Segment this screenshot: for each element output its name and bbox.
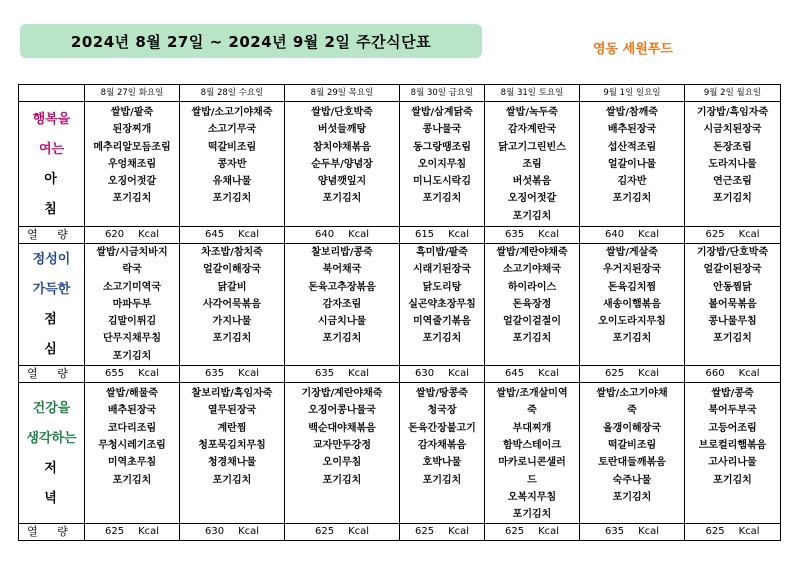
kcal-value: 635 (604, 526, 625, 538)
menu-item: 포기김치 (112, 474, 152, 486)
day-header: 8월 29일 목요일 (285, 85, 400, 102)
menu-item: 교자만두강정 (313, 439, 371, 451)
menu-item: 올갱이해장국 (603, 422, 661, 434)
menu-item: 소고기미역국 (103, 281, 161, 293)
kcal-unit: Kcal (738, 368, 760, 380)
menu-item: 콩자반 (217, 158, 247, 170)
corner-cell (19, 85, 85, 102)
kcal-cell (85, 227, 180, 244)
menu-item: 오이도라지무침 (598, 316, 666, 328)
menu-item: 버섯볶음 (512, 176, 552, 188)
kcal-unit: Kcal (738, 526, 760, 538)
kcal-value: 625 (604, 368, 625, 380)
menu-item: 쌀밥/단호박죽 (311, 107, 373, 118)
kcal-unit: Kcal (348, 526, 370, 538)
menu-item: 북어두부국 (708, 405, 757, 417)
kcal-value: 655 (104, 368, 125, 380)
menu-item: 마카로니콘샐러 (498, 457, 566, 469)
kcal-value: 625 (504, 526, 525, 538)
menu-item: 소고기무국 (207, 124, 257, 136)
menu-item: 얼갈이된장국 (703, 264, 762, 276)
menu-item: 떡갈비조림 (607, 439, 657, 451)
menu-item: 떡갈비조림 (207, 141, 257, 153)
kcal-value: 640 (604, 229, 625, 240)
menu-item: 양념깻잎지 (317, 176, 367, 188)
kcal-cell (685, 524, 781, 541)
kcal-cell (580, 524, 685, 541)
kcal-cell (85, 524, 180, 541)
menu-item: 돈육고추장볶음 (308, 281, 376, 293)
menu-item: 안동찜닭 (713, 281, 752, 293)
dinner-row (19, 383, 781, 524)
breakfast-label-line: 행복을 (32, 112, 71, 127)
menu-item: 쌀밥/소고기야채죽 (191, 107, 273, 118)
kcal-cell (580, 366, 685, 383)
menu-item: 청국장 (427, 405, 457, 417)
menu-item: 포기김치 (713, 333, 752, 345)
menu-item: 토란대들깨볶음 (598, 457, 666, 469)
menu-item: 죽 (527, 405, 537, 417)
menu-item: 포기김치 (422, 474, 462, 486)
breakfast-label-line: 아 침 (44, 172, 67, 217)
menu-item: 드 (527, 474, 537, 486)
menu-cell (580, 383, 685, 524)
menu-item: 열무된장국 (207, 405, 257, 417)
menu-item: 포기김치 (322, 193, 362, 205)
menu-item: 포기김치 (612, 491, 652, 503)
menu-item: 미역줄기볶음 (413, 316, 471, 328)
menu-item: 쌀밥/소고기야채 (596, 388, 668, 400)
kcal-cell (685, 366, 781, 383)
menu-item: 포기김치 (512, 333, 552, 345)
menu-item: 청경채나물 (207, 457, 257, 469)
menu-item: 청포묵김치무침 (198, 439, 266, 451)
kcal-unit: Kcal (138, 368, 160, 380)
menu-item: 락국 (122, 264, 142, 276)
menu-item: 얼갈이나물 (607, 158, 657, 170)
menu-item: 유채나물 (212, 176, 252, 188)
lunch-label-line: 가득한 (32, 281, 71, 297)
lunch-label (19, 244, 85, 366)
menu-item: 쌀밥/해물죽 (106, 388, 158, 400)
menu-item: 오복지무침 (507, 491, 557, 503)
menu-item: 우거지된장국 (603, 264, 661, 276)
kcal-value: 620 (104, 229, 125, 240)
kcal-value: 645 (204, 229, 225, 240)
kcal-unit: Kcal (138, 526, 160, 538)
menu-item: 마파두부 (112, 298, 152, 310)
menu-item: 돈육김치찜 (607, 281, 657, 293)
menu-item: 시금치나물 (317, 316, 367, 328)
kcal-value: 630 (414, 368, 435, 380)
lunch-kcal-row (19, 366, 781, 383)
kcal-value: 635 (204, 368, 225, 380)
menu-item: 포기김치 (422, 333, 462, 345)
menu-item: 숙주나물 (612, 474, 652, 486)
menu-cell (485, 383, 580, 524)
kcal-value: 625 (414, 526, 435, 538)
menu-item: 호박나물 (422, 457, 462, 469)
menu-item: 실곤약초장무침 (408, 298, 476, 310)
day-header: 8월 31일 토요일 (485, 85, 580, 102)
menu-cell (85, 102, 180, 227)
breakfast-row (19, 102, 781, 227)
menu-item: 포기김치 (212, 193, 252, 205)
kcal-unit: Kcal (448, 526, 470, 538)
menu-item: 미역초무침 (107, 457, 157, 469)
menu-item: 포기김치 (212, 474, 252, 486)
dinner-label-line: 생각하는 (26, 431, 77, 447)
menu-cell (180, 383, 285, 524)
breakfast-label (19, 102, 85, 227)
lunch-label-line: 점 심 (44, 311, 67, 357)
menu-item: 쌀밥/조개살미역 (496, 388, 568, 400)
kcal-cell (285, 227, 400, 244)
kcal-value: 640 (314, 229, 335, 240)
menu-item: 쌀밥/참깨죽 (606, 107, 658, 118)
menu-item: 고사리나물 (708, 457, 757, 469)
menu-item: 포기김치 (512, 210, 552, 222)
kcal-unit: Kcal (448, 229, 470, 240)
menu-item: 메추리알모듬조림 (93, 141, 171, 153)
menu-item: 돈장조림 (713, 141, 752, 153)
menu-item: 콩나물국 (422, 124, 462, 136)
menu-item: 우엉채조림 (107, 158, 157, 170)
menu-cell (285, 383, 400, 524)
menu-item: 브로컬리햄볶음 (698, 439, 767, 451)
menu-item: 포기김치 (322, 333, 362, 345)
kcal-cell (400, 366, 485, 383)
menu-item: 기장밥/단호박죽 (696, 247, 769, 258)
menu-item: 무청시레기조림 (98, 439, 166, 451)
dinner-label-line: 저 녁 (44, 461, 67, 507)
lunch-row (19, 244, 781, 366)
menu-item: 포기김치 (212, 333, 252, 345)
menu-cell (400, 383, 485, 524)
menu-item: 기장밥/계란야채죽 (301, 388, 383, 400)
menu-cell (485, 102, 580, 227)
kcal-label: 열 량 (19, 524, 85, 541)
menu-item: 찰보리밥/흑임자죽 (191, 388, 273, 400)
menu-item: 가지나물 (212, 316, 252, 328)
kcal-unit: Kcal (348, 229, 370, 240)
breakfast-label-line: 여는 (38, 142, 65, 157)
menu-cell (285, 102, 400, 227)
kcal-unit: Kcal (348, 368, 370, 380)
menu-item: 쌀밥/시금치바지 (96, 247, 168, 258)
menu-item: 하이라이스 (507, 281, 557, 293)
menu-cell (685, 244, 781, 366)
day-header: 8월 28일 수요일 (180, 85, 285, 102)
menu-item: 닭고기그린빈스 (498, 141, 566, 153)
kcal-unit: Kcal (238, 368, 260, 380)
kcal-unit: Kcal (638, 229, 660, 240)
menu-item: 부대찌개 (512, 422, 552, 434)
menu-item: 버섯들깨탕 (317, 124, 367, 136)
menu-cell (580, 102, 685, 227)
kcal-cell (485, 524, 580, 541)
kcal-value: 635 (314, 368, 335, 380)
menu-item: 콩나물무침 (708, 316, 757, 328)
kcal-cell (580, 227, 685, 244)
kcal-unit: Kcal (538, 229, 560, 240)
menu-cell (400, 244, 485, 366)
menu-item: 된장찌개 (112, 124, 152, 136)
menu-item: 포기김치 (713, 474, 752, 486)
kcal-value: 645 (504, 368, 525, 380)
brand-name: 영동 세원푸드 (593, 42, 673, 57)
menu-cell (85, 383, 180, 524)
day-header-row (19, 85, 781, 102)
menu-item: 고등어조림 (708, 422, 757, 434)
menu-item: 포기김치 (512, 509, 552, 521)
kcal-unit: Kcal (738, 229, 760, 240)
menu-item: 계란찜 (217, 422, 247, 434)
kcal-unit: Kcal (538, 368, 560, 380)
weekly-menu-table (18, 84, 781, 541)
kcal-unit: Kcal (448, 368, 470, 380)
kcal-cell (400, 227, 485, 244)
kcal-cell (285, 366, 400, 383)
menu-item: 찰보리밥/콩죽 (311, 247, 373, 258)
menu-item: 닭도리탕 (422, 281, 462, 293)
kcal-value: 660 (705, 368, 725, 380)
kcal-cell (285, 524, 400, 541)
menu-item: 배추된장국 (107, 405, 157, 417)
menu-item: 돈육간장불고기 (408, 422, 476, 434)
menu-item: 동그랑땡조림 (413, 141, 471, 153)
menu-item: 감자채볶음 (417, 439, 467, 451)
menu-cell (685, 383, 781, 524)
menu-item: 포기김치 (112, 193, 152, 205)
breakfast-kcal-row (19, 227, 781, 244)
day-header: 8월 27일 화요일 (85, 85, 180, 102)
menu-item: 미니도시락김 (413, 176, 471, 188)
menu-item: 섭산적조림 (607, 141, 657, 153)
menu-item: 쌀밥/삼계닭죽 (411, 107, 473, 118)
menu-item: 연근조림 (713, 176, 752, 188)
menu-item: 차조밥/참치죽 (201, 247, 263, 258)
kcal-value: 625 (705, 229, 725, 240)
menu-item: 쌀밥/팥죽 (110, 107, 154, 118)
menu-item: 볼어묵볶음 (708, 298, 757, 310)
menu-cell (485, 244, 580, 366)
menu-cell (85, 244, 180, 366)
menu-item: 쌀밥/콩죽 (711, 388, 754, 400)
menu-item: 김자반 (617, 176, 647, 188)
kcal-unit: Kcal (238, 526, 260, 538)
kcal-value: 625 (705, 526, 725, 538)
menu-item: 쌀밥/녹두죽 (506, 107, 558, 118)
menu-item: 닭갈비 (217, 281, 247, 293)
kcal-value: 615 (414, 229, 435, 240)
kcal-label: 열 량 (19, 366, 85, 383)
day-header: 9월 2일 월요일 (685, 85, 781, 102)
kcal-unit: Kcal (238, 229, 260, 240)
kcal-cell (180, 366, 285, 383)
menu-item: 기장밥/흑임자죽 (696, 107, 769, 118)
menu-item: 돈육장정 (512, 298, 552, 310)
menu-item: 쌀밥/계란야채죽 (496, 247, 568, 258)
menu-item: 사각어묵볶음 (203, 298, 261, 310)
menu-item: 죽 (627, 405, 637, 417)
menu-item: 김말이튀김 (107, 316, 157, 328)
menu-item: 함박스테이크 (503, 439, 561, 451)
menu-item: 쌀밥/게살죽 (606, 247, 658, 258)
dinner-kcal-row (19, 524, 781, 541)
menu-item: 백순대야채볶음 (308, 422, 376, 434)
menu-cell (285, 244, 400, 366)
kcal-unit: Kcal (638, 526, 660, 538)
lunch-label-line: 정성이 (32, 251, 71, 267)
menu-item: 포기김치 (612, 193, 652, 205)
page-title: 2024년 8월 27일 ~ 2024년 9월 2일 주간식단표 (20, 24, 482, 58)
menu-item: 오이지무침 (417, 158, 467, 170)
kcal-value: 630 (204, 526, 225, 538)
menu-item: 포기김치 (322, 474, 362, 486)
day-header: 8월 30일 금요일 (400, 85, 485, 102)
menu-cell (400, 102, 485, 227)
dinner-label-line: 건강을 (32, 401, 71, 417)
menu-item: 배추된장국 (607, 124, 657, 136)
kcal-value: 625 (104, 526, 125, 538)
menu-item: 오징어젓갈 (107, 176, 157, 188)
day-header: 9월 1일 일요일 (580, 85, 685, 102)
menu-item: 단무지채무침 (103, 333, 161, 345)
kcal-cell (485, 366, 580, 383)
kcal-cell (180, 524, 285, 541)
kcal-unit: Kcal (538, 526, 560, 538)
menu-cell (685, 102, 781, 227)
menu-item: 오징어콩나물국 (308, 405, 376, 417)
menu-item: 포기김치 (612, 333, 652, 345)
menu-cell (180, 102, 285, 227)
menu-item: 흑미밥/팥죽 (416, 247, 468, 258)
menu-item: 순두부/양념장 (311, 158, 373, 170)
kcal-cell (180, 227, 285, 244)
menu-item: 감자조림 (322, 298, 362, 310)
menu-cell (180, 244, 285, 366)
menu-item: 시금치된장국 (703, 124, 762, 136)
menu-item: 소고기야채국 (503, 264, 561, 276)
menu-item: 새송이햄볶음 (603, 298, 661, 310)
menu-item: 도라지나물 (708, 158, 757, 170)
kcal-unit: Kcal (138, 229, 160, 240)
menu-item: 참치야채볶음 (313, 141, 371, 153)
kcal-unit: Kcal (638, 368, 660, 380)
kcal-cell (85, 366, 180, 383)
kcal-value: 625 (314, 526, 335, 538)
menu-item: 북어채국 (322, 264, 362, 276)
menu-item: 쌀밥/땅콩죽 (416, 388, 468, 400)
menu-item: 얼갈이겉절이 (503, 316, 561, 328)
menu-item: 포기김치 (713, 193, 752, 205)
menu-item: 포기김치 (112, 350, 152, 362)
kcal-cell (400, 524, 485, 541)
menu-item: 감자계란국 (507, 124, 557, 136)
menu-item: 오이무침 (322, 457, 362, 469)
kcal-cell (685, 227, 781, 244)
menu-item: 포기김치 (422, 193, 462, 205)
kcal-label: 열 량 (19, 227, 85, 244)
menu-item: 시래기된장국 (413, 264, 471, 276)
menu-item: 조림 (522, 158, 542, 170)
menu-item: 코다리조림 (107, 422, 157, 434)
dinner-label (19, 383, 85, 524)
menu-cell (580, 244, 685, 366)
kcal-cell (485, 227, 580, 244)
menu-item: 오징어젓갈 (507, 193, 557, 205)
kcal-value: 635 (504, 229, 525, 240)
menu-item: 얼갈이해장국 (203, 264, 261, 276)
